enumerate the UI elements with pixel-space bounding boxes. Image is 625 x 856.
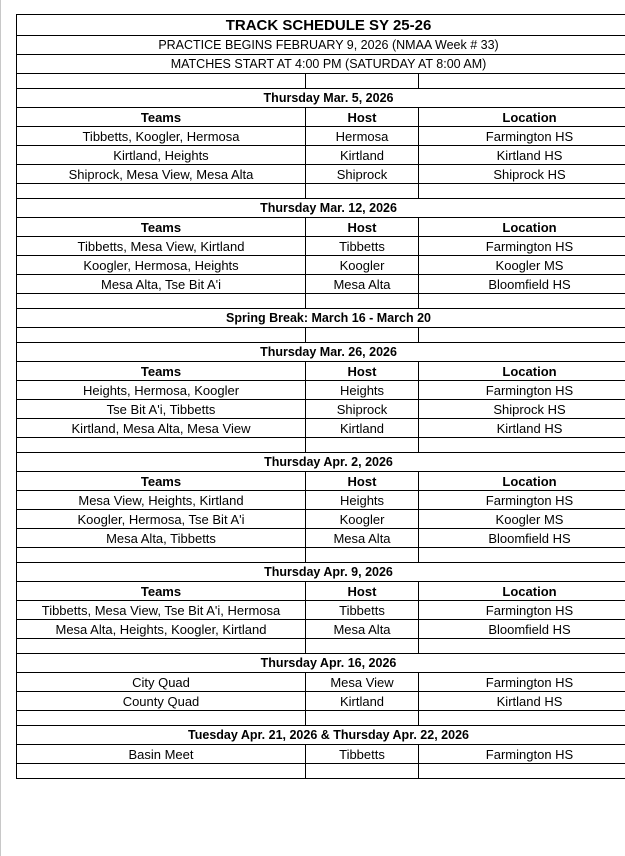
empty-cell [17,328,306,343]
empty-cell [306,711,419,726]
empty-cell [306,294,419,309]
column-header-row [17,362,625,381]
location-cell: Bloomfield HS [419,275,625,294]
location-cell: Shiprock HS [419,400,625,419]
practice-begins-text: PRACTICE BEGINS FEBRUARY 9, 2026 (NMAA Week # 33) [17,36,625,55]
schedule-body [17,15,625,779]
location-cell: Kirtland HS [419,146,625,165]
schedule-row [17,256,625,275]
host-cell: Tibbetts [306,601,419,620]
spacer-row [17,438,625,453]
teams-cell: Mesa Alta, Tibbetts [17,529,306,548]
empty-cell [17,639,306,654]
location-cell: Farmington HS [419,127,625,146]
host-cell: Tibbetts [306,237,419,256]
location-cell: Farmington HS [419,601,625,620]
empty-cell [419,74,625,89]
spacer-row [17,328,625,343]
schedule-row [17,673,625,692]
empty-cell [419,294,625,309]
host-header: Host [306,362,419,381]
spacer-row [17,764,625,779]
empty-cell [419,711,625,726]
host-cell: Hermosa [306,127,419,146]
host-cell: Kirtland [306,419,419,438]
meet-date-row [17,726,625,745]
empty-cell [419,764,625,779]
empty-cell [306,328,419,343]
meet-date: Thursday Apr. 2, 2026 [17,453,625,472]
meet-date: Tuesday Apr. 21, 2026 & Thursday Apr. 22, 2026 [17,726,625,745]
schedule-row [17,419,625,438]
empty-cell [17,74,306,89]
column-header-row [17,582,625,601]
host-cell: Kirtland [306,692,419,711]
location-cell: Farmington HS [419,237,625,256]
host-cell: Mesa View [306,673,419,692]
column-header-row [17,218,625,237]
spring-break-note-row [17,309,625,328]
empty-cell [419,438,625,453]
teams-cell: Mesa View, Heights, Kirtland [17,491,306,510]
schedule-row [17,400,625,419]
host-cell: Heights [306,381,419,400]
spacer-row [17,74,625,89]
teams-cell: Tse Bit A'i, Tibbetts [17,400,306,419]
host-cell: Tibbetts [306,745,419,764]
schedule-row [17,237,625,256]
schedule-table [16,14,625,779]
meet-date: Thursday Mar. 26, 2026 [17,343,625,362]
location-cell: Kirtland HS [419,692,625,711]
host-header: Host [306,582,419,601]
location-cell: Bloomfield HS [419,620,625,639]
schedule-row [17,601,625,620]
location-cell: Farmington HS [419,491,625,510]
teams-cell: Tibbetts, Mesa View, Tse Bit A'i, Hermosa [17,601,306,620]
empty-cell [419,639,625,654]
teams-cell: City Quad [17,673,306,692]
meet-date: Thursday Mar. 12, 2026 [17,199,625,218]
empty-cell [17,438,306,453]
teams-cell: County Quad [17,692,306,711]
location-cell: Koogler MS [419,510,625,529]
empty-cell [17,764,306,779]
meet-date-row [17,343,625,362]
location-header: Location [419,362,625,381]
teams-cell: Mesa Alta, Heights, Koogler, Kirtland [17,620,306,639]
meet-date-row [17,453,625,472]
column-header-row [17,472,625,491]
schedule-row [17,491,625,510]
host-cell: Mesa Alta [306,275,419,294]
schedule-row [17,510,625,529]
match-start-text: MATCHES START AT 4:00 PM (SATURDAY AT 8:00 AM) [17,55,625,74]
schedule-row [17,620,625,639]
location-header: Location [419,582,625,601]
host-cell: Shiprock [306,400,419,419]
page-edge-line [0,0,1,856]
schedule-row [17,127,625,146]
schedule-row [17,165,625,184]
host-cell: Koogler [306,510,419,529]
teams-cell: Tibbetts, Mesa View, Kirtland [17,237,306,256]
empty-cell [306,74,419,89]
teams-header: Teams [17,472,306,491]
location-cell: Farmington HS [419,673,625,692]
empty-cell [419,328,625,343]
meet-date-row [17,563,625,582]
location-header: Location [419,108,625,127]
location-cell: Farmington HS [419,381,625,400]
location-header: Location [419,218,625,237]
teams-cell: Tibbetts, Koogler, Hermosa [17,127,306,146]
info-row [17,36,625,55]
empty-cell [419,548,625,563]
empty-cell [17,548,306,563]
teams-cell: Mesa Alta, Tse Bit A'i [17,275,306,294]
info-row [17,55,625,74]
location-header: Location [419,472,625,491]
meet-date-row [17,199,625,218]
teams-header: Teams [17,362,306,381]
spacer-row [17,548,625,563]
schedule-title: TRACK SCHEDULE SY 25-26 [17,15,625,36]
host-header: Host [306,218,419,237]
host-cell: Mesa Alta [306,529,419,548]
location-cell: Kirtland HS [419,419,625,438]
empty-cell [306,764,419,779]
schedule-row [17,529,625,548]
teams-cell: Koogler, Hermosa, Tse Bit A'i [17,510,306,529]
empty-cell [306,639,419,654]
host-cell: Heights [306,491,419,510]
schedule-row [17,146,625,165]
host-cell: Kirtland [306,146,419,165]
empty-cell [17,294,306,309]
host-header: Host [306,108,419,127]
empty-cell [306,184,419,199]
schedule-row [17,692,625,711]
schedule-row [17,275,625,294]
location-cell: Koogler MS [419,256,625,275]
spacer-row [17,639,625,654]
meet-date: Thursday Apr. 9, 2026 [17,563,625,582]
spacer-row [17,294,625,309]
host-cell: Koogler [306,256,419,275]
schedule-row [17,745,625,764]
meet-date-row [17,654,625,673]
spring-break-note: Spring Break: March 16 - March 20 [17,309,625,328]
host-header: Host [306,472,419,491]
teams-cell: Heights, Hermosa, Koogler [17,381,306,400]
empty-cell [17,711,306,726]
teams-cell: Kirtland, Mesa Alta, Mesa View [17,419,306,438]
teams-cell: Basin Meet [17,745,306,764]
spacer-row [17,184,625,199]
teams-header: Teams [17,108,306,127]
empty-cell [306,548,419,563]
schedule-sheet [16,14,625,779]
teams-header: Teams [17,582,306,601]
schedule-row [17,381,625,400]
location-cell: Bloomfield HS [419,529,625,548]
spacer-row [17,711,625,726]
column-header-row [17,108,625,127]
host-cell: Shiprock [306,165,419,184]
teams-cell: Koogler, Hermosa, Heights [17,256,306,275]
teams-cell: Shiprock, Mesa View, Mesa Alta [17,165,306,184]
teams-cell: Kirtland, Heights [17,146,306,165]
location-cell: Farmington HS [419,745,625,764]
teams-header: Teams [17,218,306,237]
empty-cell [17,184,306,199]
meet-date: Thursday Apr. 16, 2026 [17,654,625,673]
host-cell: Mesa Alta [306,620,419,639]
empty-cell [306,438,419,453]
meet-date-row [17,89,625,108]
meet-date: Thursday Mar. 5, 2026 [17,89,625,108]
empty-cell [419,184,625,199]
title-row [17,15,625,36]
location-cell: Shiprock HS [419,165,625,184]
